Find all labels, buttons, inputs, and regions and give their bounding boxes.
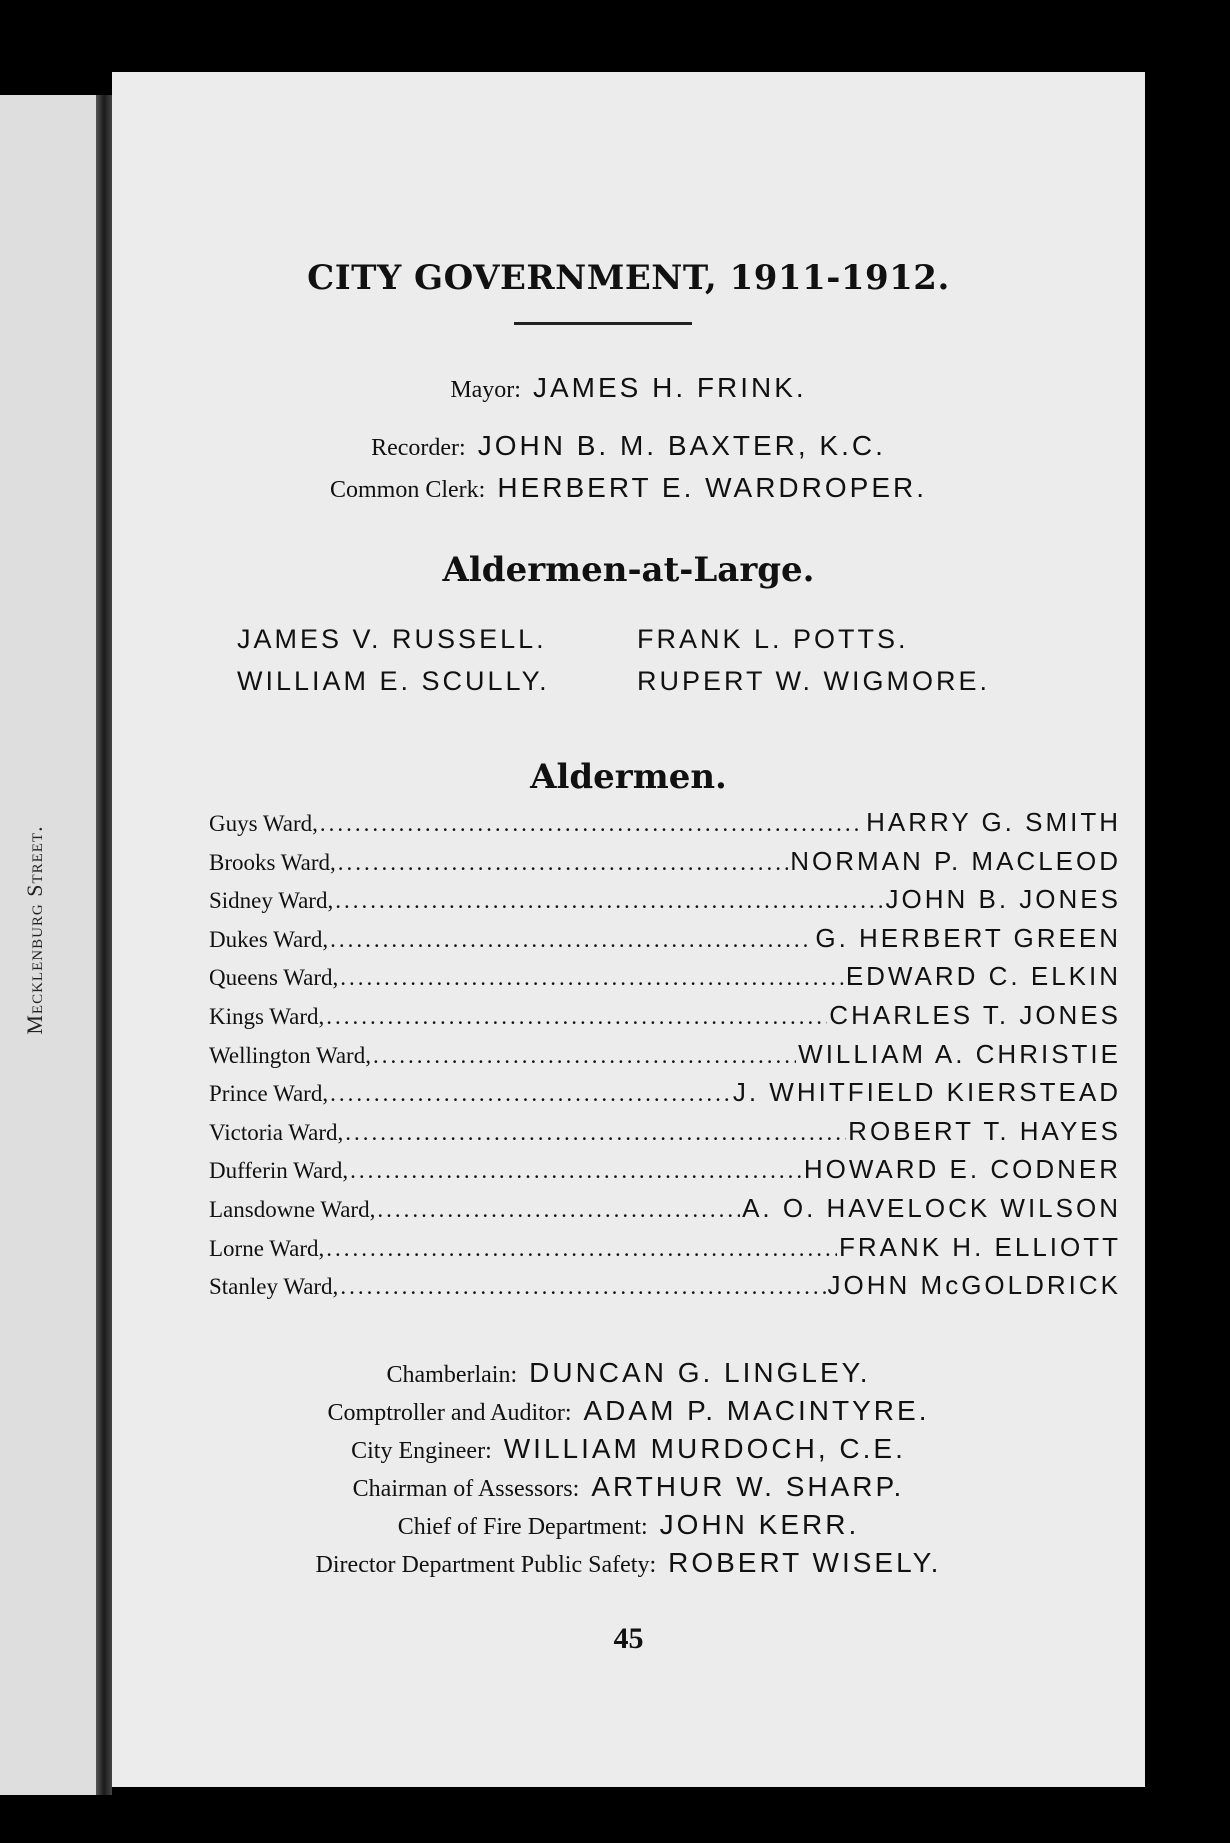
chamberlain-line xyxy=(112,1357,1145,1389)
alderman-name: HARRY G. SMITH xyxy=(866,807,1121,837)
list-item xyxy=(209,1270,1121,1309)
running-head: Mecklenburg Street. xyxy=(22,825,47,1035)
alderman-name: A. O. HAVELOCK WILSON xyxy=(742,1192,1121,1223)
ward-name: Brooks Ward, xyxy=(209,849,336,875)
list-item xyxy=(209,807,1121,846)
list-item xyxy=(209,1000,1121,1039)
list-item xyxy=(209,1077,1121,1116)
ward-name: Guys Ward, xyxy=(209,811,318,836)
facing-page-edge xyxy=(0,95,108,1795)
leader-dots xyxy=(335,888,883,914)
list-item xyxy=(209,961,1121,1000)
alderman-name: J. WHITFIELD KIERSTEAD xyxy=(732,1077,1121,1108)
book-gutter xyxy=(96,95,112,1795)
list-item xyxy=(209,884,1121,923)
officer-role: City Engineer: xyxy=(351,1438,492,1464)
leader-dots xyxy=(350,1158,802,1184)
leader-dots xyxy=(330,1081,731,1107)
alderman-name: G. HERBERT GREEN xyxy=(815,922,1121,953)
officer-name: HERBERT E. WARDROPER. xyxy=(497,472,927,503)
leader-dots xyxy=(320,811,864,837)
leader-dots xyxy=(340,1274,825,1300)
comptroller-line xyxy=(112,1395,1145,1427)
alderman-name: JAMES V. RUSSELL. xyxy=(237,624,547,654)
list-item xyxy=(209,1039,1121,1078)
alderman-name: FRANK H. ELLIOTT xyxy=(838,1231,1121,1262)
alderman-name: WILLIAM A. CHRISTIE xyxy=(798,1038,1121,1069)
ward-name: Lorne Ward, xyxy=(209,1235,325,1261)
alderman-name: FRANK L. POTTS. xyxy=(637,624,909,654)
ward-name: Kings Ward, xyxy=(209,1003,325,1029)
page-title: CITY GOVERNMENT, 1911-1912. xyxy=(307,258,950,298)
leader-dots xyxy=(326,1004,827,1030)
officer-name: WILLIAM MURDOCH, C.E. xyxy=(503,1433,906,1464)
leader-dots xyxy=(326,1236,837,1262)
officer-role: Chief of Fire Department: xyxy=(397,1514,648,1540)
ward-name: Lansdowne Ward, xyxy=(209,1196,376,1222)
ward-list xyxy=(209,807,1121,1309)
list-item xyxy=(237,624,1037,664)
alderman-name: JOHN McGOLDRICK xyxy=(827,1270,1121,1301)
alderman-name: CHARLES T. JONES xyxy=(829,999,1121,1030)
ward-name: Victoria Ward, xyxy=(209,1119,344,1145)
alderman-name: ROBERT T. HAYES xyxy=(848,1115,1121,1146)
ward-name: Dukes Ward, xyxy=(209,926,329,952)
leader-dots xyxy=(338,850,788,876)
officer-role: Director Department Public Safety: xyxy=(315,1552,657,1578)
alderman-name: WILLIAM E. SCULLY. xyxy=(237,666,550,696)
officer-name: ROBERT WISELY. xyxy=(668,1547,942,1578)
list-item xyxy=(209,1193,1121,1232)
recorder-line xyxy=(112,430,1145,462)
officer-name: ADAM P. MACINTYRE. xyxy=(583,1395,930,1426)
list-item xyxy=(209,1116,1121,1155)
ward-name: Prince Ward, xyxy=(209,1081,329,1107)
city-engineer-line xyxy=(112,1433,1145,1465)
officer-role: Chamberlain: xyxy=(386,1362,518,1388)
list-item xyxy=(209,846,1121,885)
ward-name: Stanley Ward, xyxy=(209,1274,339,1300)
alderman-name: RUPERT W. WIGMORE. xyxy=(637,666,991,696)
leader-dots xyxy=(373,1043,796,1069)
officer-name: DUNCAN G. LINGLEY. xyxy=(529,1357,871,1388)
officer-role: Comptroller and Auditor: xyxy=(327,1400,572,1426)
list-item xyxy=(209,1232,1121,1271)
alderman-name: EDWARD C. ELKIN xyxy=(845,961,1121,992)
common-clerk-line xyxy=(112,472,1145,504)
leader-dots xyxy=(377,1197,740,1223)
list-item xyxy=(237,666,1037,706)
alderman-name: HOWARD E. CODNER xyxy=(803,1154,1121,1185)
officer-role: Recorder: xyxy=(371,435,466,461)
aldermen-at-large-heading: Aldermen-at-Large. xyxy=(442,550,815,590)
assessors-chairman-line xyxy=(112,1471,1145,1503)
list-item xyxy=(209,923,1121,962)
list-item xyxy=(209,1154,1121,1193)
officer-role: Mayor: xyxy=(450,377,521,403)
officer-name: JOHN B. M. BAXTER, K.C. xyxy=(477,430,886,461)
officer-role: Chairman of Assessors: xyxy=(352,1476,580,1502)
leader-dots xyxy=(330,927,813,953)
ward-name: Wellington Ward, xyxy=(209,1042,371,1068)
officer-role: Common Clerk: xyxy=(330,477,486,503)
book-page xyxy=(112,72,1145,1787)
ward-name: Sidney Ward, xyxy=(209,888,334,914)
page-number: 45 xyxy=(613,1622,644,1655)
mayor-line xyxy=(112,372,1145,404)
public-safety-director-line xyxy=(112,1547,1145,1579)
ward-name: Dufferin Ward, xyxy=(209,1158,349,1184)
aldermen-heading: Aldermen. xyxy=(530,757,727,797)
fire-chief-line xyxy=(112,1509,1145,1541)
officer-name: JAMES H. FRINK. xyxy=(532,372,807,403)
title-rule xyxy=(514,322,692,325)
officer-name: ARTHUR W. SHARP. xyxy=(591,1471,905,1502)
leader-dots xyxy=(340,965,844,991)
alderman-name: NORMAN P. MACLEOD xyxy=(790,845,1121,876)
ward-name: Queens Ward, xyxy=(209,965,339,991)
alderman-name: JOHN B. JONES xyxy=(885,884,1121,915)
officer-name: JOHN KERR. xyxy=(659,1509,860,1540)
leader-dots xyxy=(345,1120,846,1146)
